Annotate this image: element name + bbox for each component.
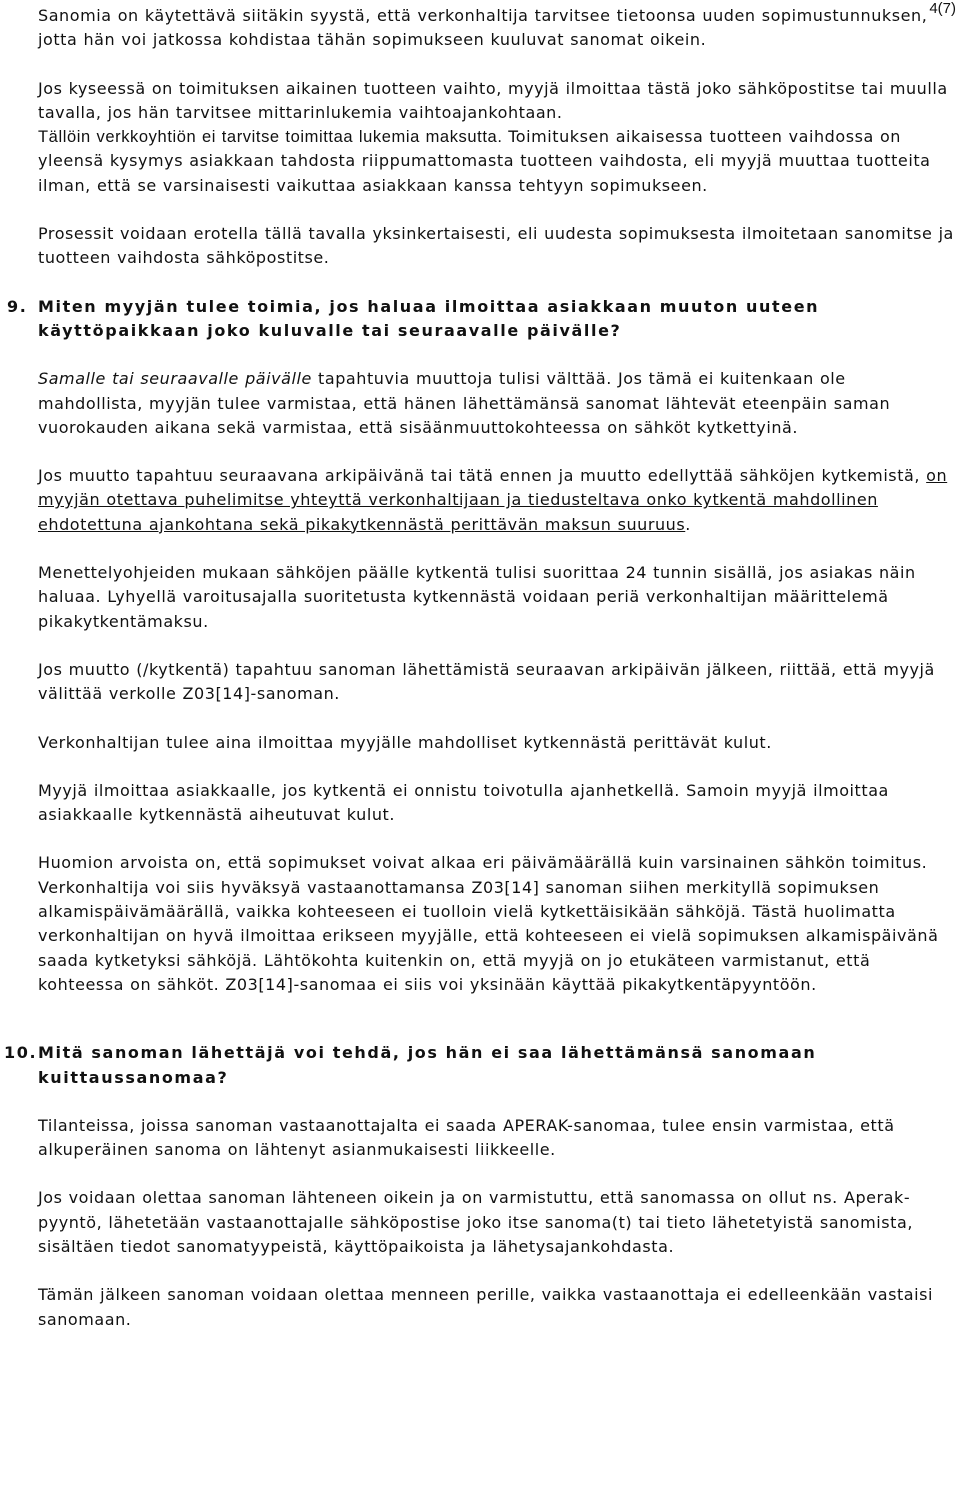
section-title-9: Miten myyjän tulee toimia, jos haluaa ilmoittaa asiakkaan muuton uuteen käyttöpaikkaan joko kuluvalle tai seuraavalle päivälle?: [38, 296, 820, 340]
next-day-end: .: [685, 514, 691, 534]
document-body: [4, 4, 954, 1356]
section-heading-10: [4, 1041, 954, 1090]
section-title-10: Mitä sanoman lähettäjä voi tehdä, jos hän ei saa lähettämänsä sanomaan kuittaussanomaa?: [38, 1043, 817, 1087]
product-change-text: Jos kyseessä on toimituksen aikainen tuotteen vaihto, myyjä ilmoittaa tästä joko sähköpostitse tai muulla tavalla, jos hän tarvitsee mittarinlukemia vaihtoajankohtaan.: [38, 78, 948, 122]
section-heading-9: [7, 295, 954, 344]
section-number-9: 9.: [7, 296, 28, 316]
paragraph-contract-start: Huomion arvoista on, että sopimukset voivat alkaa eri päivämäärällä kuin varsinainen sähkön toimitus. Verkonhaltija voi siis hyväksyä vastaanottamansa Z03[14] sanoman siihen merkityllä sopimuksen alkamispäivämäärällä, vaikka kohteeseen ei tuolloin vielä kytkettäisikään sähköjä. Tästä huolimatta verkonhaltijan on hyvä ilmoittaa erikseen myyjälle, että kohteeseen ei vielä sopimuksen alkamispäivänä saada kytketyksi sähköjä. Lähtökohta kuitenkin on, että myyjä on jo etukäteen varmistanut, että kohteessa on sähköt. Z03[14]-sanomaa ei siis voi yksinään käyttää pikakytkentäpyyntöön.: [38, 853, 939, 994]
paragraph-aperak-missing: Tilanteissa, joissa sanoman vastaanottajalta ei saada APERAK-sanomaa, tulee ensin varmistaa, että alkuperäinen sanoma on lähtenyt asianmukaisesti liikkeelle.: [38, 1115, 895, 1160]
same-day-emphasis: Samalle tai seuraavalle päivälle: [38, 369, 312, 389]
paragraph-product-change: [38, 77, 954, 198]
paragraph-later-move: Jos muutto (/kytkentä) tapahtuu sanoman lähettämistä seuraavan arkipäivän jälkeen, riittää, että myyjä välittää verkolle Z03[14]-sanoman.: [38, 659, 935, 704]
paragraph-processes: Prosessit voidaan erotella tällä tavalla yksinkertaisesti, eli uudesta sopimuksesta ilmoitetaan sanomitse ja tuotteen vaihdosta sähköpostitse.: [38, 224, 954, 268]
next-day-text: Jos muutto tapahtuu seuraavana arkipäivänä tai tätä ennen ja muutto edellyttää sähköjen kytkemistä,: [38, 466, 927, 486]
paragraph-same-day-move: [38, 367, 954, 440]
paragraph-notify-customer: Myyjä ilmoittaa asiakkaalle, jos kytkentä ei onnistu toivotulla ajanhetkellä. Samoin myyjä ilmoittaa asiakkaalle kytkennästä aiheutuvat kulut.: [38, 780, 889, 825]
page-number: 4(7): [929, 0, 956, 17]
paragraph-next-day-move: [38, 464, 954, 537]
same-day-text: tapahtuvia muuttoja tulisi välttää. Jos tämä ei kuitenkaan ole mahdollista, myyjän tulee varmistaa, että hänen lähettämänsä sanomat lähtevät eteenpäin saman vuorokauden aikana sekä varmistaa, että sisäänmuuttokohteessa on sähköt kytkettyinä.: [38, 369, 891, 437]
paragraph-aperak-request: Jos voidaan olettaa sanoman lähteneen oikein ja on varmistuttu, että sanomassa on ollut ns. Aperak-pyyntö, lähetetään vastaanottajalle sähköpostise joko itse sanoma(t) tai tieto lähetetyistä sanomista, sisältäen tiedot sanomatyypeistä, käyttöpaikoista ja lähetysajankohdasta.: [38, 1188, 913, 1256]
meter-reading-text: Tällöin verkkoyhtiön ei tarvitse toimittaa lukemia maksutta.: [38, 128, 509, 147]
paragraph-messages-usage: Sanomia on käytettävä siitäkin syystä, että verkonhaltija tarvitsee tietoonsa uuden sopimustunnuksen, jotta hän voi jatkossa kohdistaa tähän sopimukseen kuuluvat sanomat oikein.: [38, 6, 928, 50]
paragraph-costs: Verkonhaltijan tulee aina ilmoittaa myyjälle mahdolliset kytkennästä perittävät kulut.: [38, 732, 772, 752]
section-number-10: 10.: [4, 1043, 38, 1063]
paragraph-procedure: Menettelyohjeiden mukaan sähköjen päälle kytkentä tulisi suorittaa 24 tunnin sisällä, jos asiakas näin haluaa. Lyhyellä varoitusajalla suoritetusta kytkennästä voidaan periä verkonhaltijan määrittelemä pikakytkentämaksu.: [38, 563, 916, 631]
paragraph-assume-delivered: Tämän jälkeen sanoman voidaan olettaa menneen perille, vaikka vastaanottaja ei edelleenkään vastaisi sanomaan.: [38, 1285, 934, 1329]
next-day-underlined: on myyjän otettava puhelimitse yhteyttä verkonhaltijaan ja tiedusteltava onko kytkentä mahdollinen ehdotettuna ajankohtana sekä pikakytkennästä perittävän maksun suuruus: [38, 466, 948, 534]
product-change-detail: Toimituksen aikaisessa tuotteen vaihdossa on yleensä kysymys asiakkaan tahdosta riippumattomasta tuotteen vaihdosta, eli myyjä muuttaa tuotteita ilman, että se varsinaisesti vaikuttaa asiakkaan kanssa tehtyyn sopimukseen.: [38, 127, 931, 195]
